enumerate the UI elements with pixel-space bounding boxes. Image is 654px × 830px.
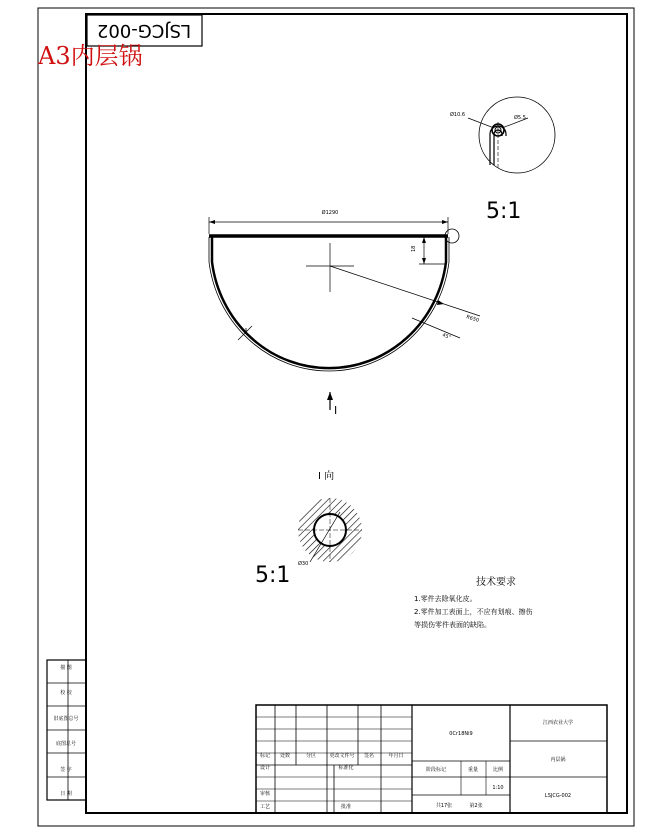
- detail-bottom-title: I 向: [318, 471, 335, 482]
- tb-drawing-no: LSJCG-002: [544, 793, 572, 799]
- detail-bottom-scale: 5:1: [255, 563, 291, 588]
- tech-item-2: 2.零件加工表面上，不应有划痕、擦伤: [414, 608, 533, 616]
- dim-angle: 45°: [441, 332, 452, 341]
- tb-label-zone: 分区: [305, 753, 317, 759]
- tb-organization: 江西农业大学: [542, 720, 574, 726]
- detail-top-dim-left: Ø10.6: [450, 112, 466, 118]
- tb-label-count: 处数: [279, 753, 291, 759]
- tech-title: 技术要求: [476, 577, 516, 588]
- left-row-4: 底图总号: [55, 741, 77, 747]
- tech-item-1: 1.零件去除氧化皮。: [414, 595, 477, 603]
- dim-side-depth: 18: [411, 245, 417, 252]
- tb-label-scale: 比例: [492, 767, 504, 773]
- tb-label-weight: 重量: [467, 767, 479, 773]
- tech-item-3: 等损伤零件表面的缺陷。: [414, 621, 491, 629]
- dim-top-diameter: Ø1290: [321, 210, 339, 216]
- pot-bowl: [212, 237, 446, 368]
- inner-frame: [86, 14, 627, 813]
- tb-label-process: 工艺: [259, 804, 271, 810]
- tb-sheet-no: 第2张: [469, 803, 483, 809]
- tb-label-stage-mark: 阶段标记: [425, 767, 447, 773]
- tb-label-design: 设计: [259, 765, 271, 771]
- drawing-number: LSJCG-002: [96, 20, 192, 41]
- left-row-1: 描 图: [60, 665, 72, 671]
- view-arrow-label: I: [334, 404, 338, 417]
- left-row-5: 签 字: [60, 767, 72, 773]
- tb-label-standardize: 标准化: [338, 765, 354, 771]
- tech-requirements: [414, 575, 533, 629]
- detail-bottom-view: [255, 469, 366, 588]
- left-row-2: 校 校: [60, 690, 72, 696]
- tb-label-date: 年月日: [388, 753, 404, 759]
- outer-frame: [38, 8, 634, 826]
- left-row-3: 旧底图总号: [53, 716, 79, 722]
- tb-total-sheets: 共17张: [435, 803, 453, 809]
- main-view: [209, 209, 480, 417]
- dim-radius: R650: [465, 314, 480, 324]
- tb-label-approve: 批准: [340, 804, 352, 810]
- tb-label-review: 审核: [259, 791, 271, 797]
- detail-bottom-dim: Ø30: [298, 561, 309, 567]
- tb-label-mark: 标记: [259, 753, 271, 759]
- dim-thickness: 4: [244, 328, 248, 334]
- detail-top-view: [450, 97, 555, 224]
- left-signature-block: [47, 660, 86, 800]
- detail-top-scale: 5:1: [486, 199, 522, 224]
- tb-label-change-doc: 更改文件号: [329, 753, 355, 759]
- tb-scale-value: 1:10: [492, 785, 504, 791]
- tb-material: 0Cr18Ni9: [449, 731, 473, 737]
- detail-top-dim-right: Ø5.5: [514, 115, 526, 121]
- left-row-6: 日 期: [60, 791, 72, 797]
- tb-label-signature: 签名: [363, 753, 375, 759]
- tb-part-name: 内层锅: [550, 757, 566, 763]
- title-block: [256, 705, 607, 813]
- sheet-note: A3内层锅: [38, 42, 143, 70]
